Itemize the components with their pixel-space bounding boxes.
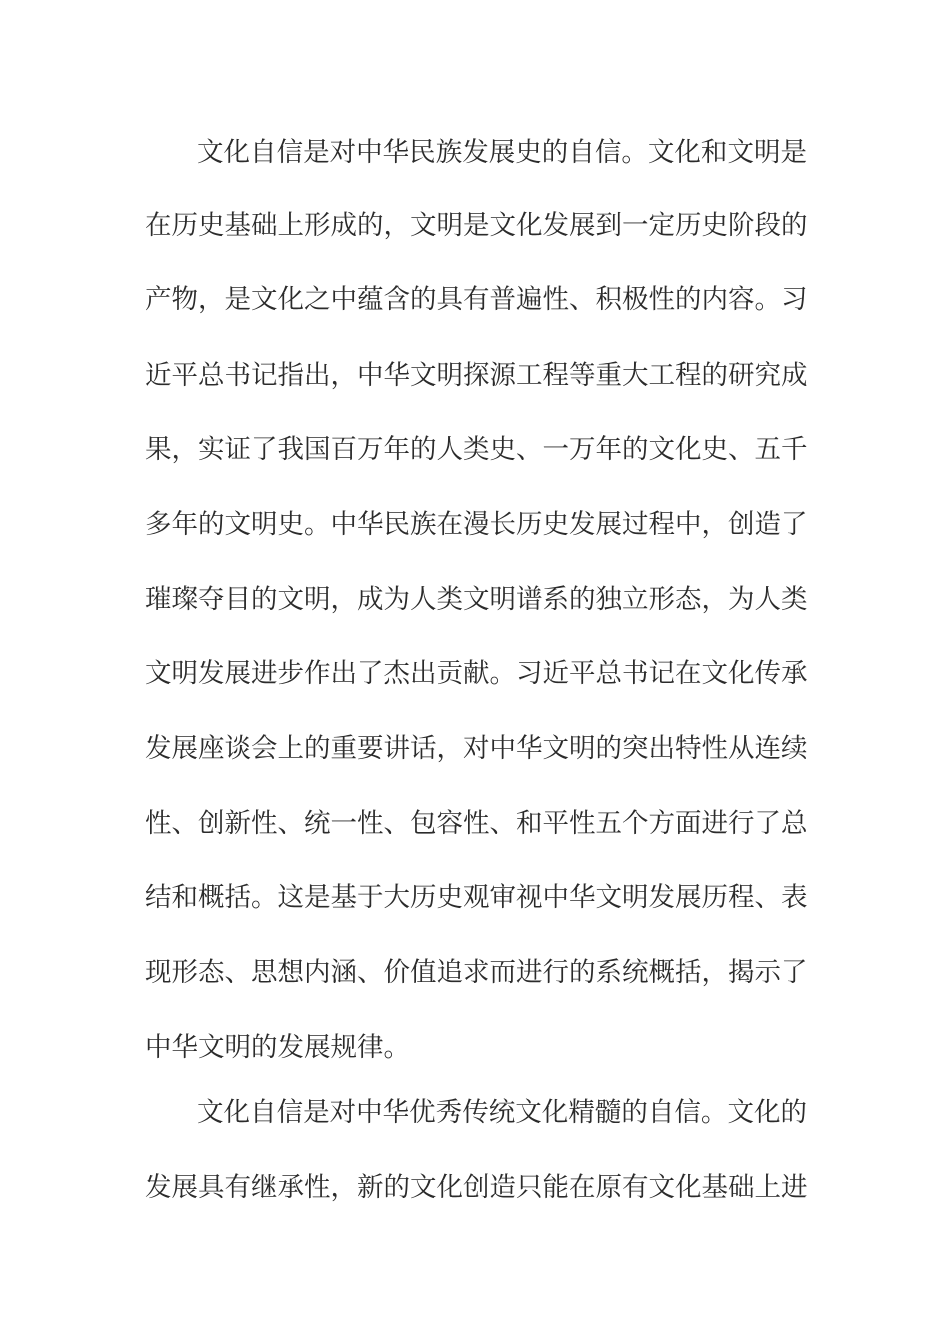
paragraph-line: 文化自信是对中华民族发展史的自信。文化和文明是	[197, 137, 807, 168]
paragraph-line: 中华文明的发展规律。	[145, 1032, 410, 1063]
paragraph-line: 性、创新性、统一性、包容性、和平性五个方面进行了总	[145, 808, 808, 839]
paragraph-line: 发展座谈会上的重要讲话，对中华文明的突出特性从连续	[145, 733, 808, 764]
paragraph-line: 文化自信是对中华优秀传统文化精髓的自信。文化的	[197, 1097, 807, 1128]
paragraph-line: 发展具有继承性，新的文化创造只能在原有文化基础上进	[145, 1172, 808, 1203]
paragraph-line: 产物，是文化之中蕴含的具有普遍性、积极性的内容。习	[145, 284, 808, 315]
paragraph-line: 在历史基础上形成的，文明是文化发展到一定历史阶段的	[145, 210, 808, 241]
paragraph-line: 文明发展进步作出了杰出贡献。习近平总书记在文化传承	[145, 658, 808, 689]
paragraph-line: 果，实证了我国百万年的人类史、一万年的文化史、五千	[145, 434, 808, 465]
paragraph-line: 璀璨夺目的文明，成为人类文明谱系的独立形态，为人类	[145, 584, 808, 615]
paragraph-line: 现形态、思想内涵、价值追求而进行的系统概括，揭示了	[145, 957, 808, 988]
paragraph-line: 结和概括。这是基于大历史观审视中华文明发展历程、表	[145, 882, 808, 913]
paragraph-line: 近平总书记指出，中华文明探源工程等重大工程的研究成	[145, 360, 808, 391]
paragraph-line: 多年的文明史。中华民族在漫长历史发展过程中，创造了	[145, 509, 808, 540]
